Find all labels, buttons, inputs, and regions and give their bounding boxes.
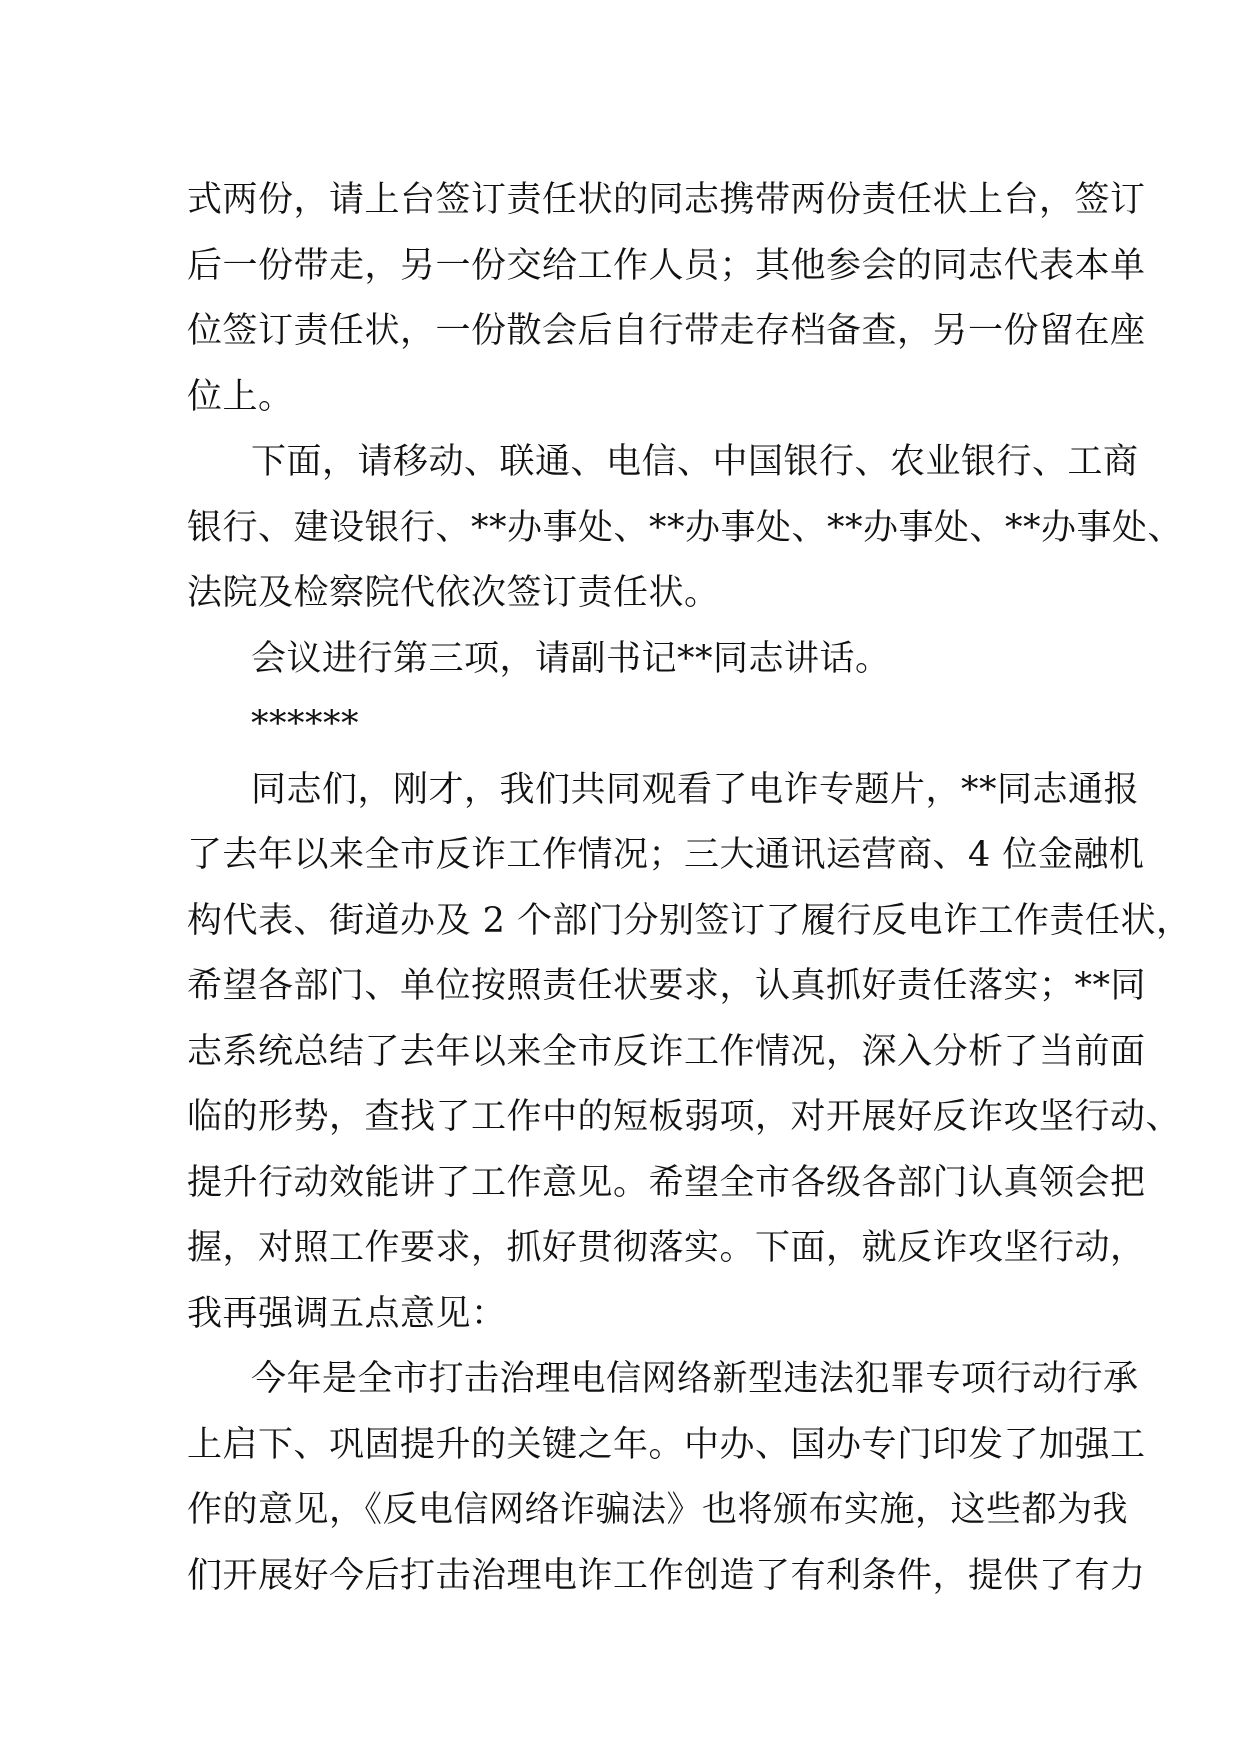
text-line: 同志们，刚才，我们共同观看了电诈专题片，**同志通报 [251,769,1140,810]
text-line: 会议进行第三项，请副书记**同志讲话。 [251,638,891,679]
text-line: 式两份，请上台签订责任状的同志携带两份责任状上台，签订 [187,180,1146,220]
text-line: 希望各部门、单位按照责任状要求，认真抓好责任落实；**同 [187,966,1147,1006]
text-line: 下面，请移动、联通、电信、中国银行、农业银行、工商 [251,442,1139,482]
text-line: 握，对照工作要求，抓好贯彻落实。下面，就反诈攻坚行动， [187,1228,1146,1268]
text-line: 们开展好今后打击治理电诈工作创造了有利条件，提供了有力 [187,1555,1146,1596]
text-line: 作的意见，《反电信网络诈骗法》也将颁布实施，这些都为我 [187,1490,1129,1530]
text-line: 我再强调五点意见： [187,1293,507,1334]
text-line: 位上。 [187,376,294,417]
text-line: 提升行动效能讲了工作意见。希望全市各级各部门认真领会把 [187,1162,1146,1203]
text-line: 今年是全市打击治理电信网络新型违法犯罪专项行动行承 [251,1359,1139,1399]
separator-line: ****** [251,704,359,744]
text-line: 上启下、巩固提升的关键之年。中办、国办专门印发了加强工 [187,1424,1146,1465]
text-line: 银行、建设银行、**办事处、**办事处、**办事处、**办事处、 [187,507,1184,548]
text-line: 法院及检察院代依次签订责任状。 [187,573,720,613]
text-line: 临的形势，查找了工作中的短板弱项，对开展好反诈攻坚行动、 [187,1097,1182,1137]
text-line: 后一份带走，另一份交给工作人员；其他参会的同志代表本单 [187,245,1146,286]
text-line: 志系统总结了去年以来全市反诈工作情况，深入分析了当前面 [187,1031,1146,1072]
text-line: 位签订责任状，一份散会后自行带走存档备查，另一份留在座 [187,311,1146,351]
text-line: 构代表、街道办及 2 个部门分别签订了履行反电诈工作责任状， [187,900,1192,941]
document-body [187,168,1192,1609]
text-line: 了去年以来全市反诈工作情况；三大通讯运营商、4 位金融机 [187,835,1145,875]
